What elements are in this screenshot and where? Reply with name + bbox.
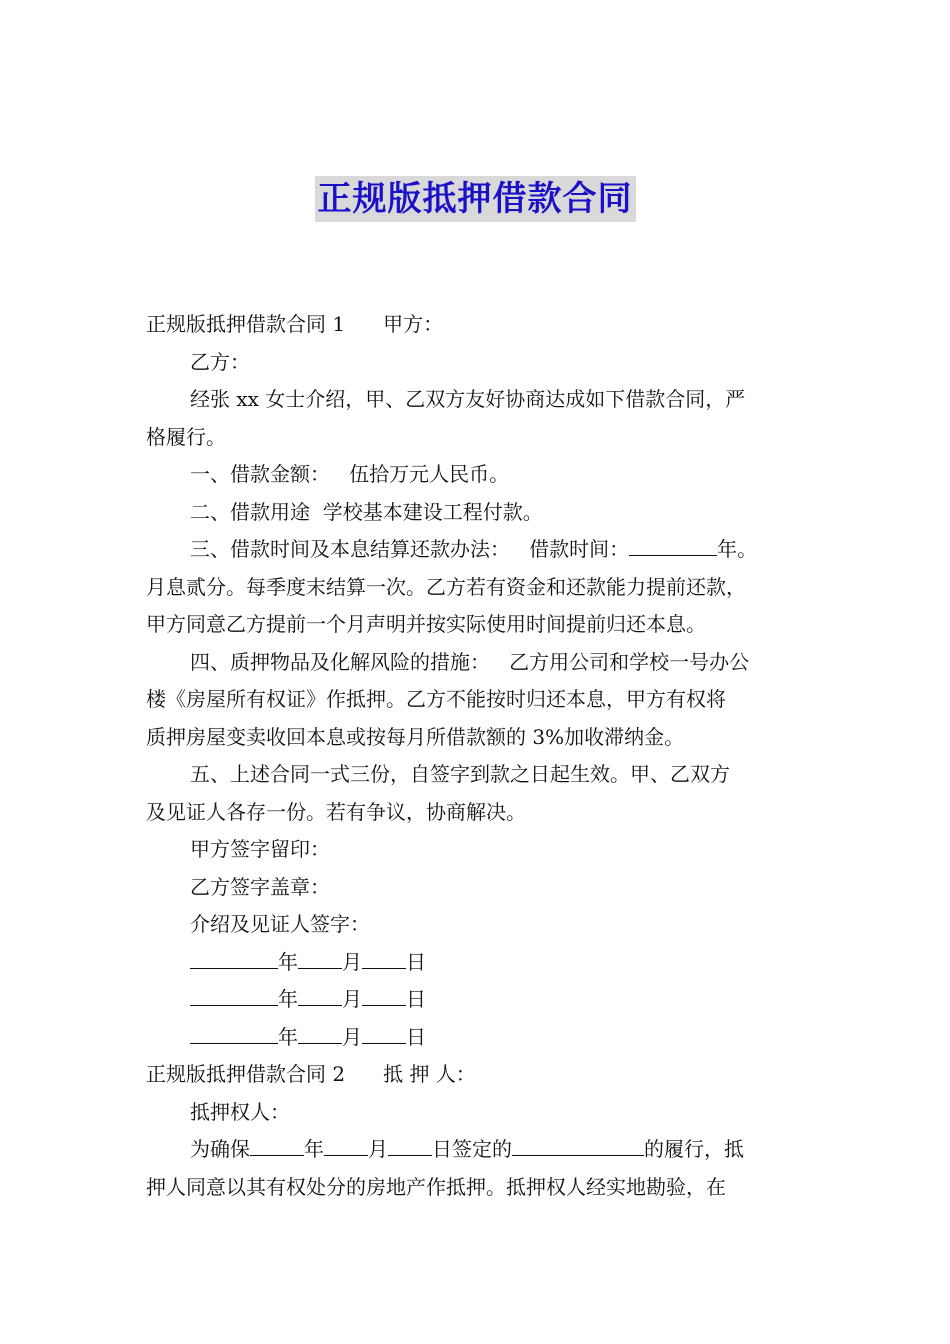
c2-month-blank[interactable] <box>324 1133 368 1156</box>
date-line-3 <box>146 1019 806 1057</box>
clause-3-line-1 <box>146 531 806 569</box>
month-label: 月 <box>342 949 362 974</box>
loan-term-blank[interactable] <box>629 533 717 556</box>
contract2-heading: 正规版抵押借款合同 2 <box>146 1062 346 1086</box>
contract2-para-line-1 <box>146 1131 806 1169</box>
intro-line-1 <box>146 381 806 419</box>
date-year-blank[interactable] <box>190 983 278 1006</box>
clause-3-text-2: 月息贰分。每季度末结算一次。乙方若有资金和还款能力提前还款， <box>146 574 746 599</box>
clause-3-text-a: 三、借款时间及本息结算还款办法： 借款时间： <box>190 537 630 561</box>
c2-year-blank[interactable] <box>250 1133 304 1156</box>
document-body <box>146 306 806 1206</box>
date-day-blank[interactable] <box>362 983 406 1006</box>
contract2-para-line-2 <box>146 1169 806 1207</box>
intro-line-2 <box>146 419 806 457</box>
c2-text-line-2: 押人同意以其有权处分的房地产作抵押。抵押权人经实地勘验，在 <box>146 1174 726 1199</box>
month-label: 月 <box>342 987 362 1011</box>
contract1-heading-line <box>146 306 806 344</box>
mortgagee-line <box>146 1094 806 1132</box>
clause-4-line-1 <box>146 644 806 682</box>
clause-3-text-3: 甲方同意乙方提前一个月声明并按实际使用时间提前归还本息。 <box>146 612 706 636</box>
party-b-label: 乙方： <box>190 349 250 374</box>
clause-4-text-2: 楼《房屋所有权证》作抵押。乙方不能按时归还本息，甲方有权将 <box>146 687 726 711</box>
mortgagee-label: 抵押权人： <box>190 1099 290 1124</box>
clause-4-line-3 <box>146 719 806 757</box>
clause-2 <box>146 494 806 532</box>
contract1-heading: 正规版抵押借款合同 1 <box>146 312 346 336</box>
clause-1-text: 一、借款金额： 伍拾万元人民币。 <box>190 462 510 486</box>
day-label: 日 <box>406 987 426 1011</box>
c2-text-d: 日签定的 <box>432 1137 512 1161</box>
month-label: 月 <box>342 1024 362 1049</box>
c2-text-e: 的履行，抵 <box>644 1137 744 1161</box>
day-label: 日 <box>406 1024 426 1049</box>
c2-contract-blank[interactable] <box>512 1133 644 1156</box>
intro-text-2: 格履行。 <box>146 424 226 449</box>
date-year-blank[interactable] <box>190 946 278 969</box>
clause-2-text: 二、借款用途 学校基本建设工程付款。 <box>190 499 543 524</box>
clause-5-line-2 <box>146 794 806 832</box>
date-month-blank[interactable] <box>298 1021 342 1044</box>
date-day-blank[interactable] <box>362 946 406 969</box>
clause-4-text-3: 质押房屋变卖收回本息或按每月所借款额的 3%加收滞纳金。 <box>146 724 685 749</box>
date-month-blank[interactable] <box>298 983 342 1006</box>
sign-witness-line <box>146 906 806 944</box>
intro-text-1: 经张 xx 女士介绍，甲、乙双方友好协商达成如下借款合同，严 <box>190 387 746 411</box>
c2-day-blank[interactable] <box>388 1133 432 1156</box>
year-label: 年 <box>278 949 298 974</box>
day-label: 日 <box>406 949 426 974</box>
clause-3-text-b: 年。 <box>717 537 758 561</box>
sign-b-label: 乙方签字盖章： <box>190 874 330 899</box>
clause-5-text-2: 及见证人各存一份。若有争议，协商解决。 <box>146 799 526 824</box>
title-container <box>0 176 950 222</box>
date-line-1 <box>146 944 806 982</box>
clause-4-line-2 <box>146 681 806 719</box>
date-year-blank[interactable] <box>190 1021 278 1044</box>
clause-1 <box>146 456 806 494</box>
sign-b-line <box>146 869 806 907</box>
c2-year-label: 年 <box>304 1137 324 1161</box>
year-label: 年 <box>278 987 298 1011</box>
date-day-blank[interactable] <box>362 1021 406 1044</box>
sign-a-line <box>146 831 806 869</box>
clause-5-text-1: 五、上述合同一式三份，自签字到款之日起生效。甲、乙双方 <box>190 762 730 786</box>
c2-text-a: 为确保 <box>190 1137 250 1161</box>
c2-month-label: 月 <box>368 1137 388 1161</box>
clause-3-line-3 <box>146 606 806 644</box>
contract2-heading-line <box>146 1056 806 1094</box>
party-a-label: 甲方： <box>383 312 444 336</box>
sign-a-label: 甲方签字留印： <box>190 837 330 861</box>
year-label: 年 <box>278 1024 298 1049</box>
date-line-2 <box>146 981 806 1019</box>
document-title: 正规版抵押借款合同 <box>315 176 636 222</box>
clause-3-line-2 <box>146 569 806 607</box>
clause-5-line-1 <box>146 756 806 794</box>
clause-4-text-1: 四、质押物品及化解风险的措施： 乙方用公司和学校一号办公 <box>190 649 750 674</box>
mortgagor-label: 抵 押 人： <box>383 1062 476 1086</box>
party-b-line <box>146 344 806 382</box>
date-month-blank[interactable] <box>298 946 342 969</box>
sign-witness-label: 介绍及见证人签字： <box>190 912 370 936</box>
